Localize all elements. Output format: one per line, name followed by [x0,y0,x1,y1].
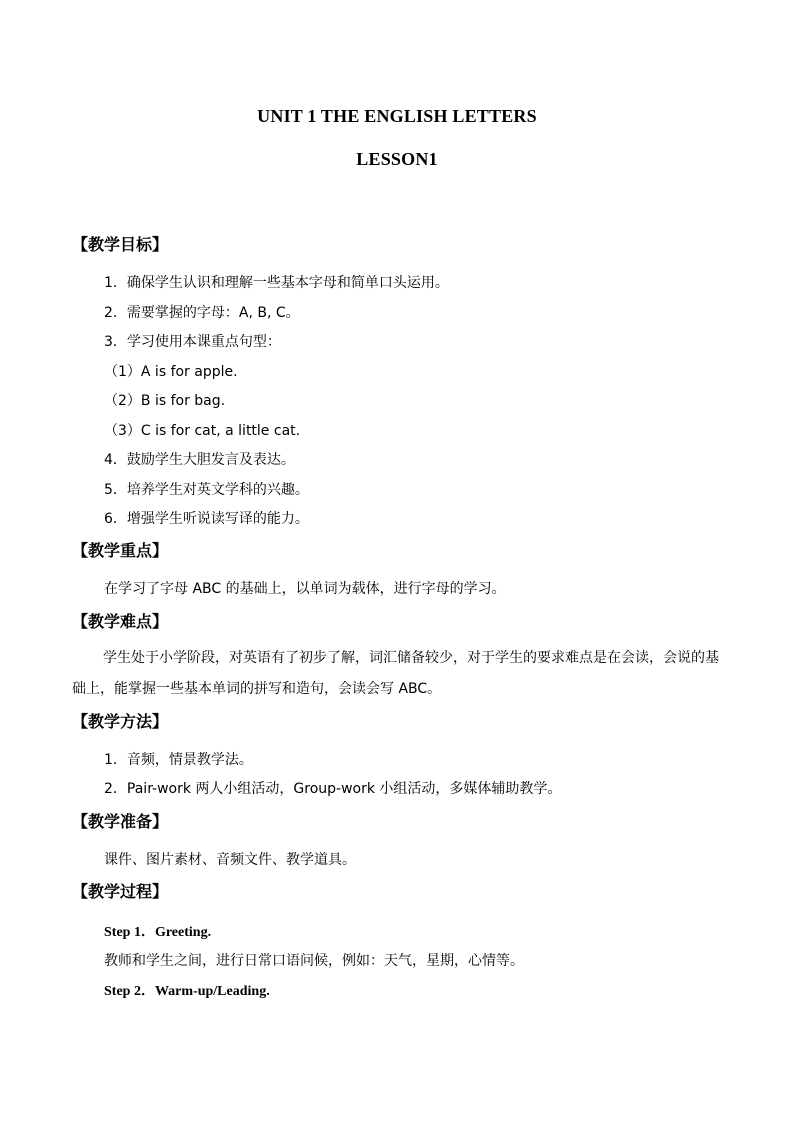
process-heading: 【教学过程】 [72,882,169,901]
method-item: 2．Pair-work 两人小组活动，Group-work 小组活动，多媒体辅助教学。 [104,781,562,797]
sentence-pattern-item: （2）B is for bag. [104,393,226,409]
objective-item: 2．需要掌握的字母：A, B, C。 [104,305,300,321]
objectives-heading: 【教学目标】 [72,235,169,254]
key-points-text: 在学习了字母 ABC 的基础上，以单词为载体，进行字母的学习。 [104,581,506,597]
key-points-heading: 【教学重点】 [72,541,169,560]
objective-item: 5．培养学生对英文学科的兴趣。 [104,482,309,498]
sentence-pattern-item: （3）C is for cat, a little cat. [104,423,301,439]
preparation-text: 课件、图片素材、音频文件、教学道具。 [104,852,356,868]
method-item: 1．音频，情景教学法。 [104,752,253,768]
sentence-pattern-item: （1）A is for apple. [104,364,238,380]
difficulties-text: 学生处于小学阶段，对英语有了初步了解，词汇储备较少，对于学生的要求难点是在会读，会说的基础上，能掌握一些基本单词的拼写和造句，会读会写 ABC。 [72,650,719,697]
lesson-title: LESSON1 [356,149,438,169]
step-1-title: Step 1．Greeting. [104,925,212,940]
unit-title: UNIT 1 THE ENGLISH LETTERS [257,106,537,126]
difficulties-heading: 【教学难点】 [72,612,169,631]
methods-heading: 【教学方法】 [72,712,169,731]
preparation-heading: 【教学准备】 [72,812,169,831]
objective-item: 1．确保学生认识和理解一些基本字母和简单口头运用。 [104,275,449,291]
step-1-text: 教师和学生之间，进行日常口语问候，例如：天气，星期，心情等。 [104,953,524,969]
objective-item: 3．学习使用本课重点句型： [104,334,281,350]
objective-item: 4．鼓励学生大胆发言及表达。 [104,452,295,468]
step-2-title: Step 2．Warm-up/Leading. [104,984,270,999]
objective-item: 6．增强学生听说读写译的能力。 [104,511,309,527]
